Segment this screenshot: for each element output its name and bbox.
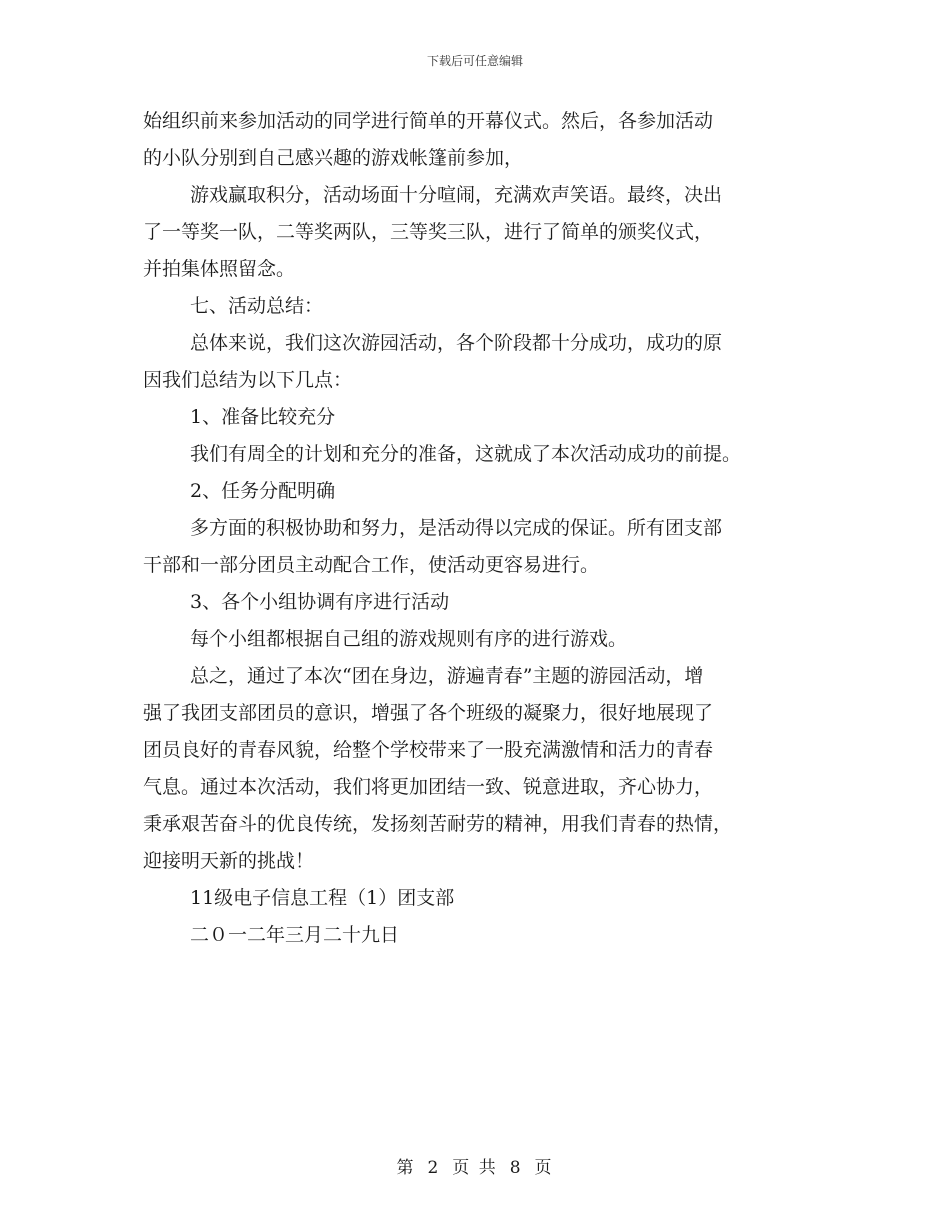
body-line: 我们有周全的计划和充分的准备，这就成了本次活动成功的前提。 (190, 443, 742, 465)
body-line: 因我们总结为以下几点： (143, 369, 353, 391)
footer-prefix: 第 (396, 1158, 416, 1178)
body-line: 并拍集体照留念。 (143, 258, 296, 280)
body-line: 了一等奖一队，二等奖两队，三等奖三队，进行了简单的颁奖仪式， (143, 221, 714, 243)
body-line: 干部和一部分团员主动配合工作，使活动更容易进行。 (143, 554, 600, 576)
body-line: 游戏赢取积分，活动场面十分喧闹，充满欢声笑语。最终，决出 (190, 184, 723, 206)
body-line: 气息。通过本次活动，我们将更加团结一致、锐意进取，齐心协力， (143, 776, 714, 798)
body-line: 的小队分别到自己感兴趣的游戏帐篷前参加， (143, 147, 524, 169)
page-footer (0, 1153, 950, 1178)
body-line: 始组织前来参加活动的同学进行简单的开幕仪式。然后，各参加活动 (143, 110, 714, 132)
body-line: 强了我团支部团员的意识，增强了各个班级的凝聚力，很好地展现了 (143, 702, 714, 724)
page-header: 下载后可任意编辑 (426, 54, 523, 68)
body-line: 1、准备比较充分 (190, 406, 336, 428)
body-line: 多方面的积极协助和努力，是活动得以完成的保证。所有团支部 (190, 517, 723, 539)
body-line: 秉承艰苦奋斗的优良传统，发扬刻苦耐劳的精神，用我们青春的热情， (143, 813, 733, 835)
document-body (143, 103, 813, 954)
footer-page-number: 2 (427, 1158, 441, 1178)
body-line: 总体来说，我们这次游园活动，各个阶段都十分成功，成功的原 (190, 332, 723, 354)
body-line: 2、任务分配明确 (190, 480, 336, 502)
body-line: 3、各个小组协调有序进行活动 (190, 591, 450, 613)
footer-suffix: 页 (534, 1158, 554, 1178)
body-line: 团员良好的青春风貌，给整个学校带来了一股充满激情和活力的青春 (143, 739, 714, 761)
body-line: 二０一二年三月二十九日 (190, 924, 400, 946)
body-line: 迎接明天新的挑战！ (143, 850, 315, 872)
body-line: 总之，通过了本次“团在身边，游遍青春”主题的游园活动，增 (190, 665, 704, 687)
body-line: 七、活动总结： (190, 295, 324, 317)
body-line: 每个小组都根据自己组的游戏规则有序的进行游戏。 (190, 628, 628, 650)
footer-total-pages: 8 (509, 1158, 523, 1178)
footer-middle: 页 共 (452, 1158, 498, 1178)
body-line: 11级电子信息工程（1）团支部 (190, 887, 455, 909)
